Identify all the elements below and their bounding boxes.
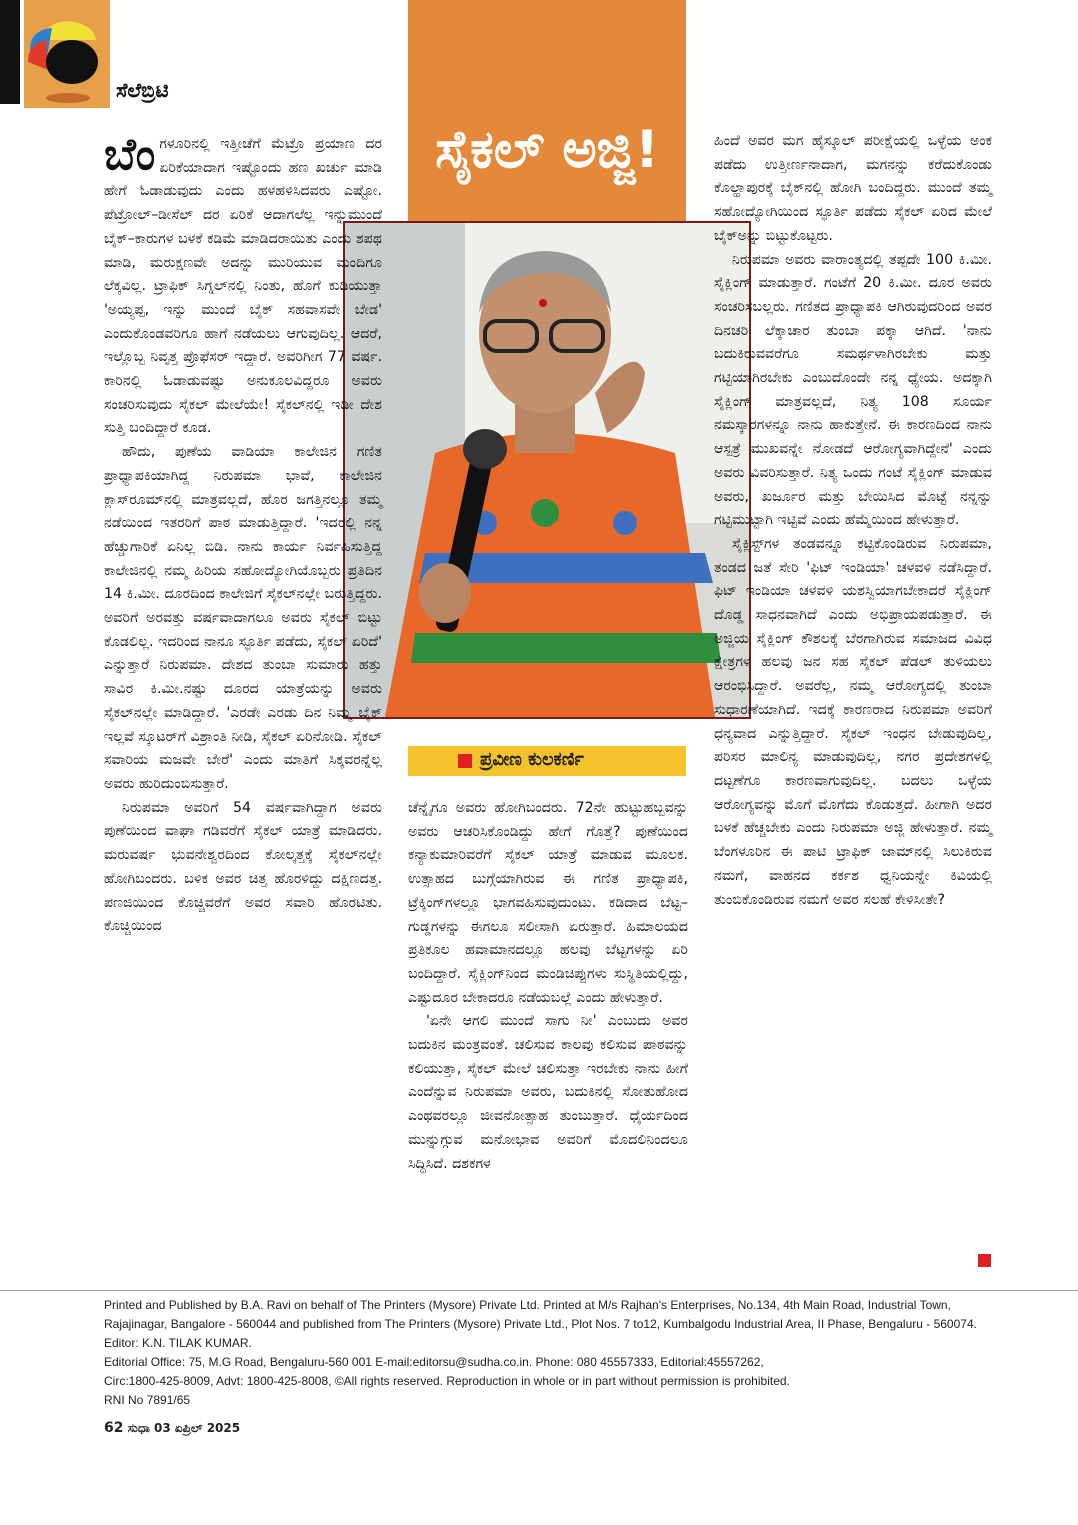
page-number: 62 [104,1420,124,1436]
imprint-line: RNI No 7891/65 [104,1393,191,1407]
imprint-line: Printed and Published by B.A. Ravi on behalf of The Printers (Mysore) Private Ltd. Printed at M/s Rajhan's Enterprises, No.134, 4th Main Road, Industrial Town, Rajajinagar, Bangalore - 560044 and published from The Printers (Mysore) Private Ltd., Plot Nos. 7 to12, Kumbalgodu Industrial Area, II Phase, Bengaluru - 560074. Editor: K.N. TILAK KUMAR. [104,1298,977,1350]
section-label: ಸೆಲೆಬ್ರಿಟಿ [116,78,169,102]
imprint-line: Editorial Office: 75, M.G Road, Bengaluru-560 001 E-mail:editorsu@sudha.co.in. Phone: 080 45557333, Editorial:45557262, [104,1355,764,1369]
byline-author: ಪ್ರವೀಣ ಕುಲಕರ್ಣಿ [480,749,584,770]
imprint-line: Circ:1800-425-8009, Advt: 1800-425-8008, ©All rights reserved. Reproduction in whole or in part without permission is prohibited. [104,1374,790,1388]
byline-marker [458,754,472,768]
issue-info: ಸುಧಾ 03 ಏಪ್ರಿಲ್ 2025 [127,1421,241,1435]
paragraph: ನಿರುಪಮಾ ಅವರಿಗೆ 54 ವರ್ಷವಾಗಿದ್ದಾಗ ಅವರು ಪುಣೆಯಿಂದ ವಾಘಾ ಗಡಿವರೆಗೆ ಸೈಕಲ್ ಯಾತ್ರೆ ಮಾಡಿದರು. ಮರುವರ್ಷ ಭುವನೇಶ್ವರದಿಂದ ಕೋಲ್ಕತ್ತಕ್ಕೆ ಸೈಕಲ್‌ನಲ್ಲೇ ಹೋಗಿಬಂದರು. ಬಳಿಕ ಅವರ ಚಿತ್ತ ಹೊರಳಿದ್ದು ದಕ್ಷಿಣದತ್ತ. ಪಣಜಿಯಿಂದ ಕೊಚ್ಚಿವರೆಗೆ ಅವರ ಸವಾರಿ ಹೊರಟಿತು. ಕೊಚ್ಚಿಯಿಂದ [104,799,382,935]
paragraph-text: ಗಳೂರಿನಲ್ಲಿ ಇತ್ತೀಚೆಗೆ ಮೆಟ್ರೊ ಪ್ರಯಾಣ ದರ ಏರಿಕೆಯಾದಾಗ ಇಷ್ಟೊಂದು ಹಣ ಖರ್ಚು ಮಾಡಿ ಹೇಗೆ ಓಡಾಡುವುದು ಎಂದು ಹಳಹಳಿಸಿದವರು ಎಷ್ಟೋ. ಪೆಟ್ರೋಲ್–ಡೀಸೆಲ್ ದರ ಏರಿಕೆ ಆದಾಗಲೆಲ್ಲ ಇನ್ನುಮುಂದೆ ಬೈಕ್–ಕಾರುಗಳ ಬಳಕೆ ಕಡಿಮೆ ಮಾಡಿದರಾಯಿತು ಎಂದು ಶಪಥ ಮಾಡಿ, ಮರುಕ್ಷಣವೇ ಅದನ್ನು ಮುರಿಯುವ ಮಂದಿಗೂ ಲೆಕ್ಕವಿಲ್ಲ. ಟ್ರಾಫಿಕ್ ಸಿಗ್ನಲ್‌ನಲ್ಲಿ ನಿಂತು, ಹೊಗೆ ಕುಡಿಯುತ್ತಾ 'ಅಯ್ಯಪ್ಪ, ಇನ್ನು ಮುಂದೆ ಬೈಕ್ ಸಹವಾಸವೇ ಬೇಡ' ಎಂದುಕೊಂಡವರಿಗೂ ಹಾಗೆ ನಡೆಯಲು ಆಗುವುದಿಲ್ಲ. ಆದರೆ, ಇಲ್ಲೊಬ್ಬ ನಿವೃತ್ತ ಪ್ರೊಫೆಸರ್ ಇದ್ದಾರೆ. ಅವರಿಗೀಗ 77 ವರ್ಷ. ಕಾರಿನಲ್ಲಿ ಓಡಾಡುವಷ್ಟು ಅನುಕೂಲವಿದ್ದರೂ ಅವರು ಸಂಚರಿಸುವುದು ಸೈಕಲ್ ಮೇಲೆಯೇ! ಸೈಕಲ್‌ನಲ್ಲಿ ಇಡೀ ದೇಶ ಸುತ್ತಿ ಬಂದಿದ್ದಾರೆ ಕೂಡ. [104,136,382,437]
header-black-bar [0,0,20,104]
drop-cap: ಬೆಂ [104,129,156,180]
end-mark [978,1254,991,1267]
article-photo [343,221,751,719]
magazine-logo [24,0,110,108]
page-folio [104,1420,240,1436]
article-column-1 [104,129,382,939]
paragraph: ಹೌದು, ಪುಣೆಯ ವಾಡಿಯಾ ಕಾಲೇಜಿನ ಗಣಿತ ಪ್ರಾಧ್ಯಾಪಕಿಯಾಗಿದ್ದ ನಿರುಪಮಾ ಭಾವೆ, ಕಾಲೇಜಿನ ಕ್ಲಾಸ್‌ರೂಮ್‌ನಲ್ಲಿ ಮಾತ್ರವಲ್ಲದೆ, ಹೊರ ಜಗತ್ತಿನಲ್ಲೂ ತಮ್ಮ ನಡೆಯಿಂದ ಇತರರಿಗೆ ಪಾಠ ಮಾಡುತ್ತಿದ್ದಾರೆ. 'ಇದರಲ್ಲಿ ನನ್ನ ಹೆಚ್ಚುಗಾರಿಕೆ ಏನಿಲ್ಲ ಬಿಡಿ. ನಾನು ಕಾರ್ಯ ನಿರ್ವಹಿಸುತ್ತಿದ್ದ ಕಾಲೇಜಿನಲ್ಲಿ ನಮ್ಮ ಹಿರಿಯ ಸಹೋದ್ಯೋಗಿಯೊಬ್ಬರು ಪ್ರತಿದಿನ 14 ಕಿ.ಮೀ. ದೂರದಿಂದ ಕಾಲೇಜಿಗೆ ಸೈಕಲ್‌ನಲ್ಲೇ ಬರುತ್ತಿದ್ದರು. ಅವರಿಗೆ ಅರವತ್ತು ವರ್ಷವಾದಾಗಲೂ ಅವರು ಸೈಕಲ್ ಬಿಟ್ಟು ಕೊಡಲಿಲ್ಲ. ಇದರಿಂದ ನಾನೂ ಸ್ಫೂರ್ತಿ ಪಡೆದು, ಸೈಕಲ್ ಏರಿದೆ' ಎನ್ನುತ್ತಾರೆ ನಿರುಪಮಾ. ದೇಶದ ತುಂಬಾ ಸುಮಾರು ಹತ್ತು ಸಾವಿರ ಕಿ.ಮೀ.ನಷ್ಟು ದೂರದ ಯಾತ್ರೆಯನ್ನು ಅವರು ಸೈಕಲ್‌ನಲ್ಲೇ ಮಾಡಿದ್ದಾರೆ. 'ಎರಡೇ ಎರಡು ದಿನ ನಿಮ್ಮ ಬೈಕ್ ಇಲ್ಲವೆ ಸ್ಕೂಟರ್‌ಗೆ ವಿಶ್ರಾಂತಿ ನೀಡಿ, ಸೈಕಲ್ ಏರಿನೋಡಿ. ಸೈಕಲ್ ಸವಾರಿಯ ಮಜವೇ ಬೇರೆ' ಎಂದು ಮಾತಿಗೆ ಸಿಕ್ಕವರನ್ನೆಲ್ಲ ಅವರು ಹುರಿದುಂಬಿಸುತ್ತಾರೆ. [104,444,382,792]
paragraph: ಹಿಂದೆ ಅವರ ಮಗ ಹೈಸ್ಕೂಲ್ ಪರೀಕ್ಷೆಯಲ್ಲಿ ಒಳ್ಳೆಯ ಅಂಕ ಪಡೆದು ಉತ್ತೀರ್ಣನಾದಾಗ, ಮಗನನ್ನು ಕರೆದುಕೊಂಡು ಕೊಲ್ಹಾಪುರಕ್ಕೆ ಬೈಕ್‌ನಲ್ಲಿ ಹೋಗಿ ಬಂದಿದ್ದರು. ಮುಂದೆ ತಮ್ಮ ಸಹೋದ್ಯೋಗಿಯಿಂದ ಸ್ಫೂರ್ತಿ ಪಡೆದು ಸೈಕಲ್ ಏರಿದ ಮೇಲೆ ಬೈಕ್‌ಅನ್ನು ಬಿಟ್ಟುಕೊಟ್ಟರು. [714,133,992,244]
article-column-2 [408,797,688,1176]
article-title: ಸೈಕಲ್ ಅಜ್ಜಿ! [435,120,659,180]
paragraph: 'ಏನೇ ಆಗಲಿ ಮುಂದೆ ಸಾಗು ನೀ' ಎಂಬುದು ಅವರ ಬದುಕಿನ ಮಂತ್ರವಂತೆ. ಚಲಿಸುವ ಕಾಲವು ಕಲಿಸುವ ಪಾಠವನ್ನು ಕಲಿಯುತ್ತಾ, ಸೈಕಲ್ ಮೇಲೆ ಚಲಿಸುತ್ತಾ ಇರಬೇಕು ನಾನು ಹೀಗೆ ಎಂದೆನ್ನುವ ನಿರುಪಮಾ ಅವರು, ಬದುಕಿನಲ್ಲಿ ಸೋತುಹೋದ ಎಂಥವರಲ್ಲೂ ಜೀವನೋತ್ಸಾಹ ತುಂಬುತ್ತಾರೆ. ಧೈರ್ಯದಿಂದ ಮುನ್ನುಗ್ಗುವ ಮನೋಭಾವ ಅವರಿಗೆ ಮೊದಲಿನಿಂದಲೂ ಸಿದ್ಧಿಸಿದೆ. ದಶಕಗಳ [408,1013,688,1172]
imprint-block [104,1296,994,1410]
paragraph: ಚೆನ್ನೈಗೂ ಅವರು ಹೋಗಿಬಂದರು. 72ನೇ ಹುಟ್ಟುಹಬ್ಬವನ್ನು ಅವರು ಆಚರಿಸಿಕೊಂಡಿದ್ದು ಹೇಗೆ ಗೊತ್ತೆ? ಪುಣೆಯಿಂದ ಕನ್ಯಾಕುಮಾರಿವರೆಗೆ ಸೈಕಲ್ ಯಾತ್ರೆ ಮಾಡುವ ಮೂಲಕ. ಉತ್ಸಾಹದ ಬುಗ್ಗೆಯಾಗಿರುವ ಈ ಗಣಿತ ಪ್ರಾಧ್ಯಾಪಕಿ, ಟ್ರೆಕ್ಕಿಂಗ್‌ಗಳಲ್ಲೂ ಭಾಗವಹಿಸುವುದುಂಟು. ಕಡಿದಾದ ಬೆಟ್ಟ–ಗುಡ್ಡಗಳನ್ನು ಈಗಲೂ ಸಲೀಸಾಗಿ ಏರುತ್ತಾರೆ. ಹಿಮಾಲಯದ ಪ್ರತಿಕೂಲ ಹವಾಮಾನದಲ್ಲೂ ಹಲವು ಬೆಟ್ಟಗಳನ್ನು ಏರಿ ಬಂದಿದ್ದಾರೆ. ಸೈಕ್ಲಿಂಗ್‌ನಿಂದ ಮಂಡಿಚಿಪ್ಪುಗಳು ಸುಸ್ಥಿತಿಯಲ್ಲಿದ್ದು, ಎಷ್ಟುದೂರ ಬೇಕಾದರೂ ನಡೆಯಬಲ್ಲೆ ಎಂದು ಹೇಳುತ್ತಾರೆ. [408,800,688,1006]
byline-bar [408,746,686,776]
title-band [408,0,686,222]
paragraph [104,129,382,441]
article-column-3 [714,130,992,912]
paragraph: ಸೈಕ್ಲಿಸ್ಟ್‌ಗಳ ತಂಡವನ್ನೂ ಕಟ್ಟಿಕೊಂಡಿರುವ ನಿರುಪಮಾ, ತಂಡದ ಜತೆ ಸೇರಿ 'ಫಿಟ್ ಇಂಡಿಯಾ' ಚಳವಳಿ ನಡೆಸಿದ್ದಾರೆ. ಫಿಟ್ ಇಂಡಿಯಾ ಚಳವಳಿ ಯಶಸ್ವಿಯಾಗಬೇಕಾದರೆ ಸೈಕ್ಲಿಂಗ್ ದೊಡ್ಡ ಸಾಧನವಾಗಿದೆ ಎಂದು ಅಭಿಪ್ರಾಯಪಡುತ್ತಾರೆ. ಈ ಅಜ್ಜಿಯ ಸೈಕ್ಲಿಂಗ್ ಕೌಶಲಕ್ಕೆ ಬೆರಗಾಗಿರುವ ಸಮಾಜದ ವಿವಿಧ ಕ್ಷೇತ್ರಗಳ ಹಲವು ಜನ ಸಹ ಸೈಕಲ್ ಪೆಡಲ್ ತುಳಿಯಲು ಆರಂಭಿಸಿದ್ದಾರೆ. ಅವರೆಲ್ಲ, ನಮ್ಮ ಆರೋಗ್ಯದಲ್ಲಿ ತುಂಬಾ ಸುಧಾರಣೆಯಾಗಿದೆ. ಇದಕ್ಕೆ ಕಾರಣರಾದ ನಿರುಪಮಾ ಅವರಿಗೆ ಧನ್ಯವಾದ ಎನ್ನುತ್ತಿದ್ದಾರೆ. ಸೈಕಲ್ ಇಂಧನ ಬೇಡುವುದಿಲ್ಲ, ಪರಿಸರ ಮಾಲಿನ್ಯ ಮಾಡುವುದಿಲ್ಲ, ನಗರ ಪ್ರದೇಶಗಳಲ್ಲಿ ದಟ್ಟಣೆಗೂ ಕಾರಣವಾಗುವುದಿಲ್ಲ. ಬದಲು ಒಳ್ಳೆಯ ಆರೋಗ್ಯವನ್ನು ಮೊಗೆ ಮೊಗೆದು ಕೊಡುತ್ತದೆ. ಹೀಗಾಗಿ ಅದರ ಬಳಕೆ ಹೆಚ್ಚಬೇಕು ಎಂದು ನಿರುಪಮಾ ಅಜ್ಜಿ ಹೇಳುತ್ತಾರೆ. ನಮ್ಮ ಬೆಂಗಳೂರಿನ ಈ ಪಾಟಿ ಟ್ರಾಫಿಕ್ ಜಾಮ್‌ನಲ್ಲಿ ಸಿಲುಕಿರುವ ನಮಗೆ, ವಾಹನದ ಕರ್ಕಶ ಧ್ವನಿಯನ್ನೇ ಕಿವಿಯಲ್ಲಿ ತುಂಬಿಕೊಂಡಿರುವ ನಮಗೆ ಅವರ ಸಲಹೆ ಕೇಳಿಸೀತೇ? [714,535,992,908]
footer-divider [0,1290,1078,1291]
paragraph: ನಿರುಪಮಾ ಅವರು ವಾರಾಂತ್ಯದಲ್ಲಿ ತಪ್ಪದೇ 100 ಕಿ.ಮೀ. ಸೈಕ್ಲಿಂಗ್ ಮಾಡುತ್ತಾರೆ. ಗಂಟೆಗೆ 20 ಕಿ.ಮೀ. ದೂರ ಅವರು ಸಂಚರಿಸಬಲ್ಲರು. ಗಣಿತದ ಪ್ರಾಧ್ಯಾಪಕಿ ಆಗಿರುವುದರಿಂದ ಅವರ ದಿನಚರಿ ಲೆಕ್ಕಾಚಾರ ತುಂಬಾ ಪಕ್ಕಾ ಆಗಿದೆ. 'ನಾನು ಬದುಕಿರುವವರೆಗೂ ಸಮರ್ಥಳಾಗಿರಬೇಕು ಮತ್ತು ಗಟ್ಟಿಯಾಗಿರಬೇಕು ಎಂಬುದೊಂದೇ ನನ್ನ ಧ್ಯೇಯ. ಅದಕ್ಕಾಗಿ ಸೈಕ್ಲಿಂಗ್ ಮಾತ್ರವಲ್ಲದೆ, ನಿತ್ಯ 108 ಸೂರ್ಯ ನಮಸ್ಕಾರಗಳನ್ನೂ ನಾನು ಹಾಕುತ್ತೇನೆ. ಈ ಕಾರಣದಿಂದ ನಾನು ಆಸ್ಪತ್ರೆ ಮುಖವನ್ನೇ ನೋಡದೆ ಆರೋಗ್ಯವಾಗಿದ್ದೇನೆ' ಎಂದು ಅವರು ವಿವರಿಸುತ್ತಾರೆ. ನಿತ್ಯ ಒಂದು ಗಂಟೆ ಸೈಕ್ಲಿಂಗ್ ಮಾಡುವ ಅವರು, ಖರ್ಜೂರ ಮತ್ತು ಬೇಯಿಸಿದ ಮೊಟ್ಟೆ ನನ್ನನ್ನು ಗಟ್ಟಿಮುಟ್ಟಾಗಿ ಇಟ್ಟಿವೆ ಎಂದು ಹೆಮ್ಮೆಯಿಂದ ಹೇಳುತ್ತಾರೆ. [714,251,992,529]
